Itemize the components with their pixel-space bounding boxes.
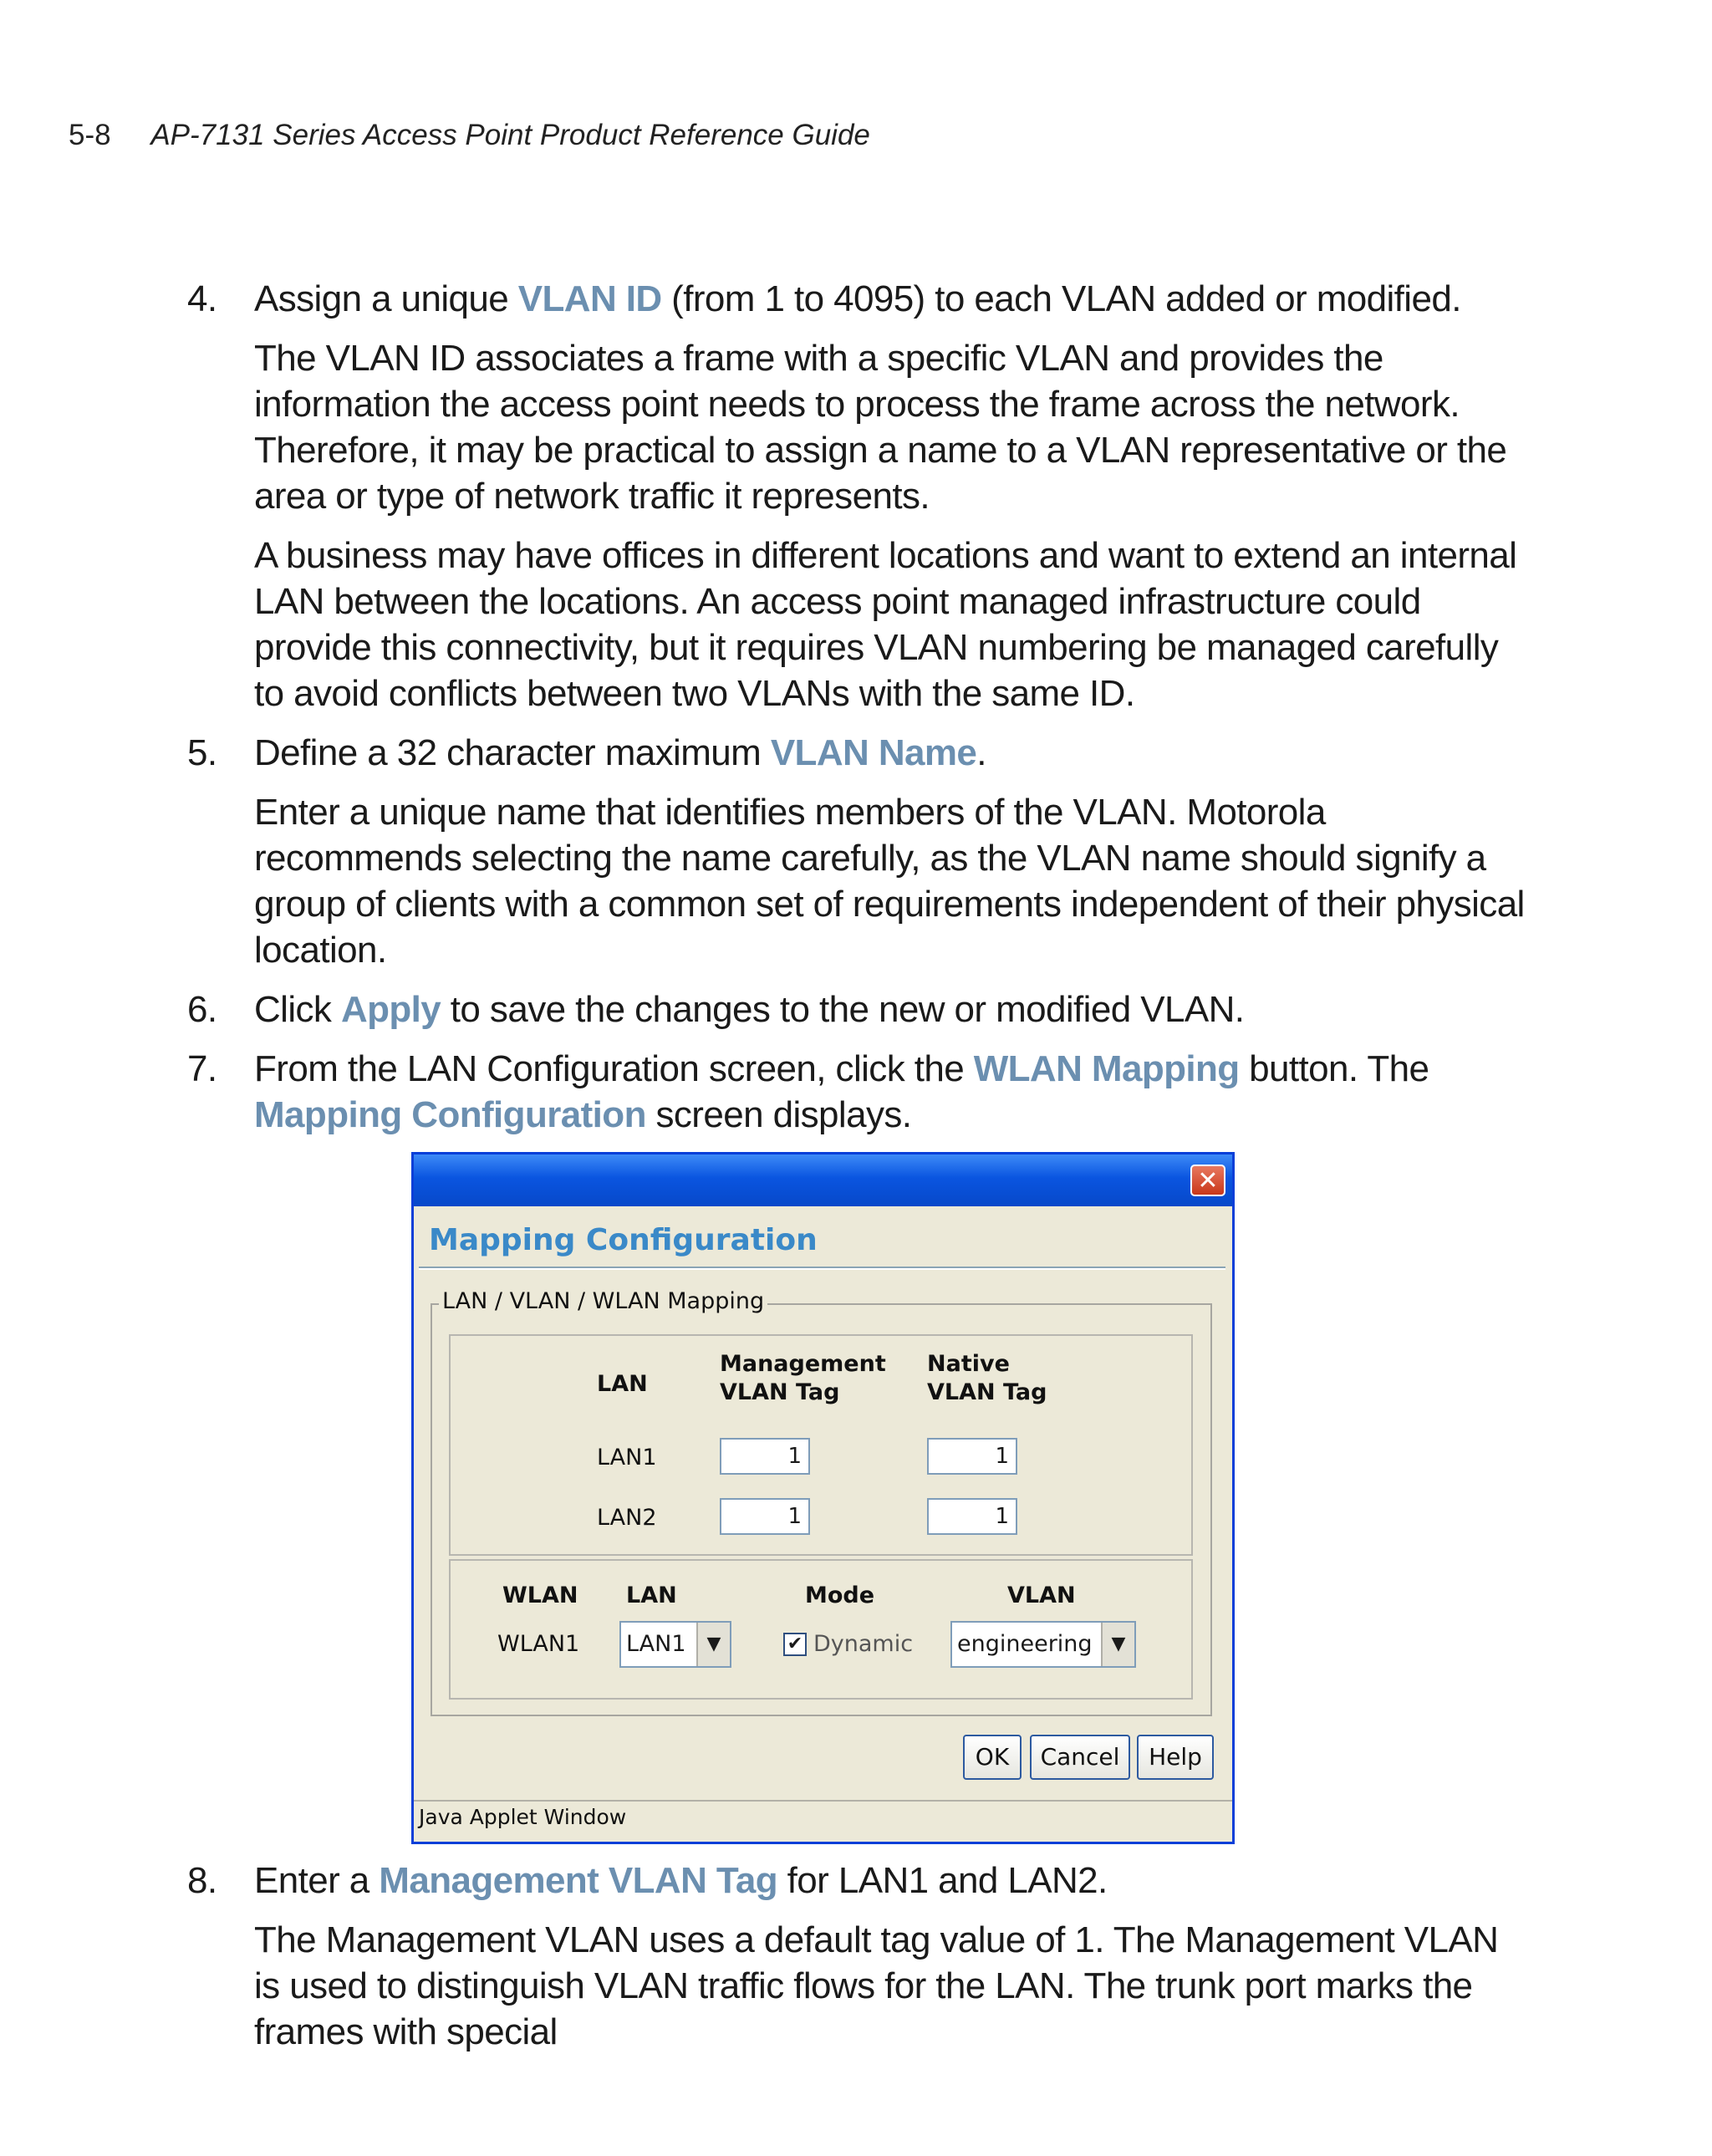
col-header-lan: LAN bbox=[597, 1371, 648, 1397]
dynamic-checkbox[interactable]: ✔ bbox=[783, 1633, 807, 1656]
group-legend: LAN / VLAN / WLAN Mapping bbox=[439, 1288, 767, 1314]
paragraph: The Management VLAN uses a default tag value of 1. The Management VLAN is used to distinguish VLAN traffic flows for the LAN. The trunk port marks the frames with special bbox=[254, 1919, 1499, 2052]
step-number: 8. bbox=[187, 1860, 217, 1901]
page-number: 5-8 bbox=[69, 119, 111, 151]
page-header bbox=[69, 119, 870, 152]
ok-button[interactable]: OK bbox=[963, 1735, 1022, 1780]
lan-select-value: LAN1 bbox=[626, 1631, 686, 1657]
native-vlan-tag-input[interactable]: 1 bbox=[927, 1438, 1017, 1475]
wlan-row-label: WLAN1 bbox=[497, 1631, 580, 1657]
paragraph: The VLAN ID associates a frame with a specific VLAN and provides the information the access point needs to process the frame across the network. Therefore, it may be practical to assign a name to a VLAN representative or the area or type of network traffic it represents. bbox=[254, 338, 1507, 517]
row-lan-label: LAN2 bbox=[597, 1505, 657, 1531]
chevron-down-icon[interactable]: ▼ bbox=[1101, 1623, 1134, 1666]
step-4 bbox=[187, 276, 1525, 322]
col-header-native: Native bbox=[927, 1351, 1010, 1377]
step-text: to save the changes to the new or modified VLAN. bbox=[441, 989, 1245, 1030]
step-text: Enter a bbox=[254, 1860, 380, 1901]
keyword-wlan-mapping: WLAN Mapping bbox=[973, 1048, 1240, 1089]
status-bar-text: Java Applet Window bbox=[419, 1805, 627, 1829]
wlan-table-panel bbox=[449, 1559, 1193, 1700]
col-header-mode: Mode bbox=[805, 1583, 875, 1608]
management-vlan-tag-input[interactable]: 1 bbox=[720, 1498, 810, 1535]
help-button[interactable]: Help bbox=[1137, 1735, 1214, 1780]
keyword-apply: Apply bbox=[340, 989, 441, 1030]
paragraph: Enter a unique name that identifies members of the VLAN. Motorola recommends selecting the name carefully, as the VLAN name should signify a group of clients with a common set of requirements independent of their physical location. bbox=[254, 792, 1525, 971]
step-8 bbox=[187, 1858, 1525, 1904]
row-lan-label: LAN1 bbox=[597, 1445, 657, 1470]
col-header-wlan: WLAN bbox=[502, 1583, 578, 1608]
step-text: From the LAN Configuration screen, click the bbox=[254, 1048, 974, 1089]
chevron-down-icon[interactable]: ▼ bbox=[696, 1623, 730, 1666]
keyword-vlan-name: VLAN Name bbox=[770, 732, 977, 773]
step-6 bbox=[187, 986, 1525, 1032]
divider bbox=[414, 1800, 1232, 1802]
col-header-vlan: VLAN bbox=[1007, 1583, 1076, 1608]
cancel-button[interactable]: Cancel bbox=[1030, 1735, 1130, 1780]
step-text: . bbox=[976, 732, 986, 773]
col-header-management-vlan-tag: VLAN Tag bbox=[720, 1379, 840, 1405]
step-text: Define a 32 character maximum bbox=[254, 732, 771, 773]
dialog-heading: Mapping Configuration bbox=[429, 1223, 818, 1257]
paragraph: A business may have offices in different locations and want to extend an internal LAN between the locations. An access point managed infrastructure could provide this connectivity, but it requires VLAN numbering be managed carefully to avoid conflicts between two VLANs with the same ID. bbox=[254, 535, 1517, 714]
native-vlan-tag-input[interactable]: 1 bbox=[927, 1498, 1017, 1535]
mapping-configuration-dialog bbox=[411, 1152, 1235, 1844]
step-number: 6. bbox=[187, 989, 217, 1030]
dialog-titlebar bbox=[414, 1154, 1232, 1206]
step-text: button. The bbox=[1239, 1048, 1429, 1089]
step-text: Click bbox=[254, 989, 341, 1030]
lan-table-panel bbox=[449, 1334, 1193, 1556]
document-body-continued bbox=[187, 1858, 1525, 2068]
step-number: 5. bbox=[187, 732, 217, 773]
step-number: 7. bbox=[187, 1048, 217, 1089]
col-header-management: Management bbox=[720, 1351, 886, 1377]
step-7 bbox=[187, 1046, 1525, 1138]
step-text: screen displays. bbox=[645, 1094, 912, 1135]
lan-select[interactable] bbox=[619, 1621, 731, 1668]
keyword-mapping-configuration: Mapping Configuration bbox=[254, 1094, 646, 1135]
close-icon[interactable]: ✕ bbox=[1190, 1165, 1225, 1196]
step-text: for LAN1 and LAN2. bbox=[777, 1860, 1108, 1901]
vlan-select-value: engineering bbox=[957, 1631, 1093, 1657]
vlan-select[interactable] bbox=[950, 1621, 1136, 1668]
step-number: 4. bbox=[187, 278, 217, 319]
step-text: (from 1 to 4095) to each VLAN added or modified. bbox=[661, 278, 1461, 319]
guide-title: AP-7131 Series Access Point Product Reference Guide bbox=[150, 119, 870, 151]
keyword-management-vlan-tag: Management VLAN Tag bbox=[379, 1860, 778, 1901]
step-5 bbox=[187, 730, 1525, 776]
divider bbox=[419, 1267, 1225, 1270]
col-header-native-vlan-tag: VLAN Tag bbox=[927, 1379, 1047, 1405]
management-vlan-tag-input[interactable]: 1 bbox=[720, 1438, 810, 1475]
dynamic-label: Dynamic bbox=[813, 1631, 914, 1657]
step-text: Assign a unique bbox=[254, 278, 518, 319]
keyword-vlan-id: VLAN ID bbox=[517, 278, 662, 319]
document-body bbox=[187, 276, 1525, 1151]
col-header-lan: LAN bbox=[626, 1583, 677, 1608]
